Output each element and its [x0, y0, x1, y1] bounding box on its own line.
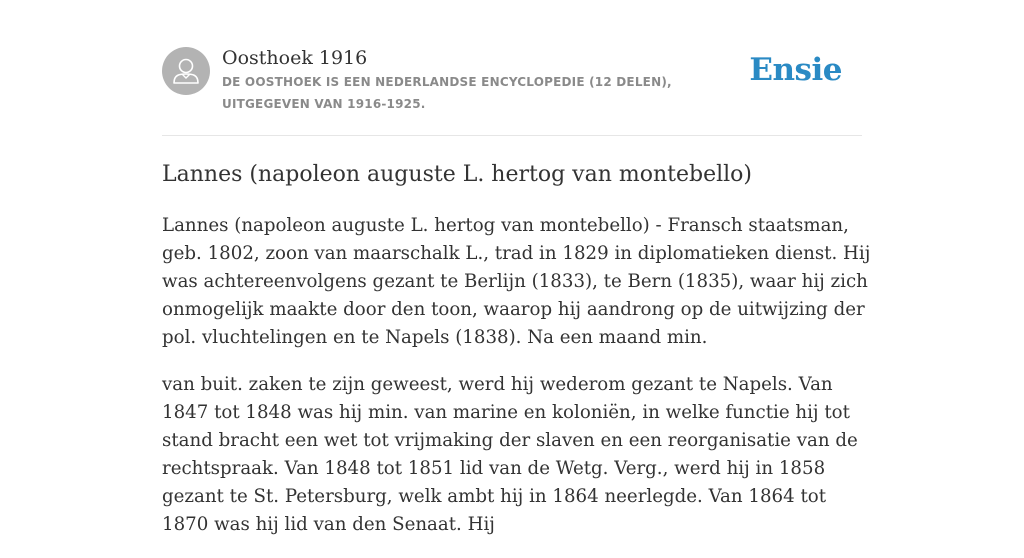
entry-paragraph: Lannes (napoleon auguste L. hertog van montebello) - Fransch staatsman, geb. 1802, zoon van maarschalk L., trad in 1829 in diplomatieken dienst. Hij was achtereenvolgens gezant te Berlijn (1833), te Bern (1835), waar hij zich onmogelijk maakte door den toon, waarop hij aandrong op de uitwijzing der pol. vluchtelingen en te Napels (1838). Na een maand min.	[162, 215, 871, 348]
header-divider	[162, 135, 862, 136]
user-placeholder-icon[interactable]	[162, 47, 210, 95]
ensie-logo[interactable]: Ensie	[749, 52, 842, 88]
source-description: DE OOSTHOEK IS EEN NEDERLANDSE ENCYCLOPEDIE (12 DELEN), UITGEGEVEN VAN 1916-1925.	[222, 75, 672, 111]
source-title[interactable]: Oosthoek 1916	[222, 47, 368, 69]
entry-paragraph: van buit. zaken te zijn geweest, werd hij wederom gezant te Napels. Van 1847 tot 1848 was hij min. van marine en koloniën, in welke functie hij tot stand bracht een wet tot vrijmaking der slaven en een reorganisatie van de rechtspraak. Van 1848 tot 1851 lid van de Wetg. Verg., werd hij in 1858 gezant te St. Petersburg, welk ambt hij in 1864 neerlegde. Van 1864 tot 1870 was hij lid van den Senaat. Hij	[162, 374, 858, 535]
entry-body	[162, 212, 874, 558]
source-header	[162, 46, 862, 116]
entry-title: Lannes (napoleon auguste L. hertog van montebello)	[162, 162, 753, 187]
